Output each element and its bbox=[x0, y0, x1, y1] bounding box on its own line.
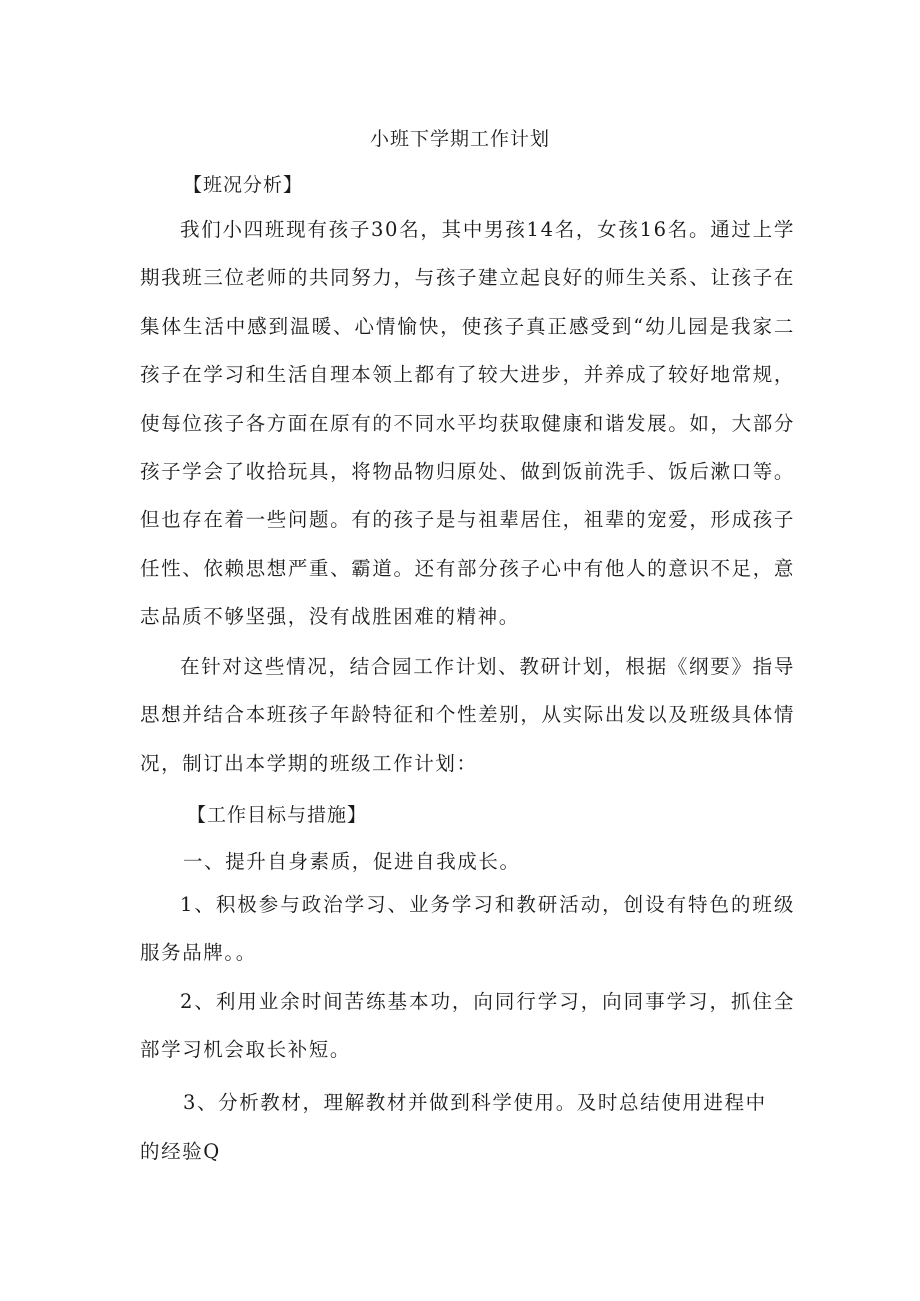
goal-item-3-line-1: 3、分析教材，理解教材并做到科学使用。及时总结使用进程中 bbox=[183, 1091, 767, 1114]
paragraph-plan-basis: 在针对这些情况，结合园工作计划、教研计划，根据《纲要》指导思想并结合本班孩子年龄特征和个性差别，从实际出发以及班级具体情况，制订出本学期的班级工作计划： bbox=[140, 655, 795, 775]
goal-item-1: 1、积极参与政治学习、业务学习和教研活动，创设有特色的班级服务品牌。。 bbox=[140, 893, 795, 965]
goal-heading-1: 一、提升自身素质，促进自我成长。 bbox=[183, 850, 521, 873]
section-heading-goals: 【工作目标与措施】 bbox=[187, 804, 368, 826]
paragraph-class-analysis: 我们小四班现有孩子30名，其中男孩14名，女孩16名。通过上学期我班三位老师的共同努力，与孩子建立起良好的师生关系、让孩子在集体生活中感到温暖、心情愉快，使孩子真正感受到“幼儿园是我家二孩子在学习和生活自理本领上都有了较大进步，并养成了较好地常规，使每位孩子各方面在原有的不同水平均获取健康和谐发展。如，大部分孩子学会了收拾玩具，将物品物归原处、做到饭前洗手、饭后漱口等。但也存在着一些问题。有的孩子是与祖辈居住，祖辈的宠爱，形成孩子任性、依赖思想严重、霸道。还有部分孩子心中有他人的意识不足，意志品质不够坚强，没有战胜困难的精神。 bbox=[140, 218, 795, 629]
goal-item-3-line-2: 的经验Q bbox=[140, 1140, 221, 1163]
document-title: 小班下学期工作计划 bbox=[369, 128, 550, 150]
section-heading-class-analysis: 【班况分析】 bbox=[183, 174, 304, 196]
goal-item-2: 2、利用业余时间苦练基本功，向同行学习，向同事学习，抓住全部学习机会取长补短。 bbox=[140, 990, 795, 1062]
